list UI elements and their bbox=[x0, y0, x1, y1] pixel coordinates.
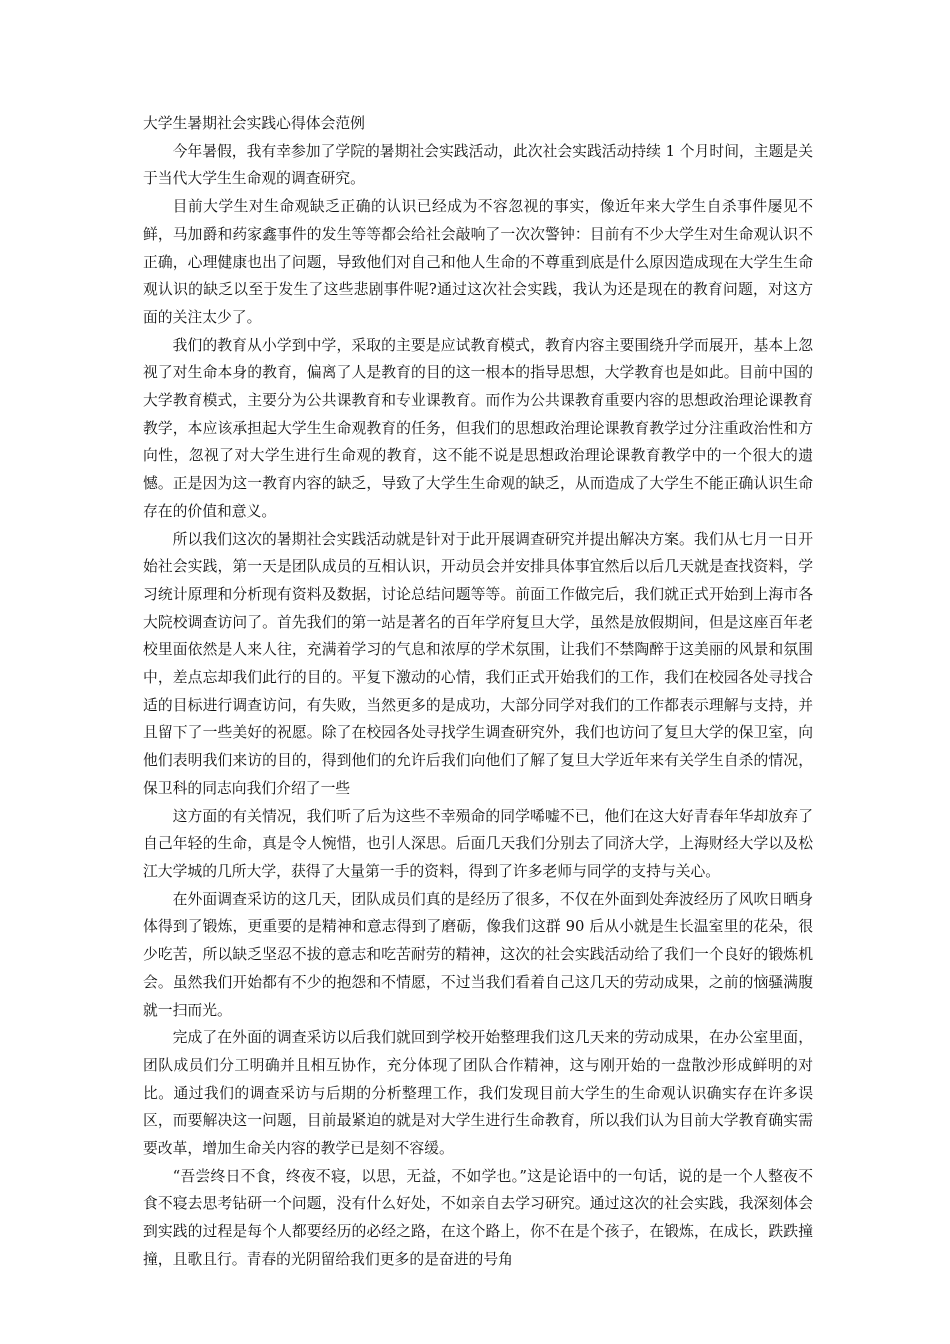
paragraph-1: 今年暑假，我有幸参加了学院的暑期社会实践活动，此次社会实践活动持续 1 个月时间，主题是关于当代大学生生命观的调查研究。 bbox=[143, 142, 813, 188]
paragraph-6: 在外面调查采访的这几天，团队成员们真的是经历了很多，不仅在外面到处奔波经历了风吹日晒身体得到了锻炼，更重要的是精神和意志得到了磨砺，像我们这群 90 后从小就是生长温室里的花朵，很少吃苦，所以缺乏坚忍不拔的意志和吃苦耐劳的精神，这次的社会实践活动给了我们一个良好的锻炼机会。虽然我们开始都有不少的抱怨和不情愿，不过当我们看着自己这几天的劳动成果，之前的恼骚满腹就一扫而光。 bbox=[143, 890, 813, 1019]
document-page bbox=[143, 110, 813, 1274]
paragraph-4: 所以我们这次的暑期社会实践活动就是针对于此开展调查研究并提出解决方案。我们从七月一日开始社会实践，第一天是团队成员的互相认识，开动员会并安排具体事宜然后以后几天就是查找资料，学习统计原理和分析现有资料及数据，讨论总结问题等等。前面工作做完后，我们就正式开始到上海市各大院校调查访问了。首先我们的第一站是著名的百年学府复旦大学，虽然是放假期间，但是这座百年老校里面依然是人来人往，充满着学习的气息和浓厚的学术氛围，让我们不禁陶醉于这美丽的风景和氛围中，差点忘却我们此行的目的。平复下激动的心情，我们正式开始我们的工作，我们在校园各处寻找合适的目标进行调查访问，有失败，当然更多的是成功，大部分同学对我们的工作都表示理解与支持，并且留下了一些美好的祝愿。除了在校园各处寻找学生调查研究外，我们也访问了复旦大学的保卫室，向他们表明我们来访的目的，得到他们的允许后我们向他们了解了复旦大学近年来有关学生自杀的情况，保卫科的同志向我们介绍了一些 bbox=[143, 530, 813, 797]
paragraph-3: 我们的教育从小学到中学，采取的主要是应试教育模式，教育内容主要围绕升学而展开，基本上忽视了对生命本身的教育，偏离了人是教育的目的这一根本的指导思想，大学教育也是如此。目前中国的大学教育模式，主要分为公共课教育和专业课教育。而作为公共课教育重要内容的思想政治理论课教育教学，本应该承担起大学生生命观教育的任务，但我们的思想政治理论课教育教学过分注重政治性和方向性，忽视了对大学生进行生命观的教育，这不能不说是思想政治理论课教育教学中的一个很大的遗憾。正是因为这一教育内容的缺乏，导致了大学生生命观的缺乏，从而造成了大学生不能正确认识生命存在的价值和意义。 bbox=[143, 336, 813, 520]
paragraph-5: 这方面的有关情况，我们听了后为这些不幸殒命的同学唏嘘不已，他们在这大好青春年华却放弃了自己年轻的生命，真是令人惋惜，也引人深思。后面几天我们分别去了同济大学，上海财经大学以及松江大学城的几所大学，获得了大量第一手的资料，得到了许多老师与同学的支持与关心。 bbox=[143, 807, 813, 880]
paragraph-2: 目前大学生对生命观缺乏正确的认识已经成为不容忽视的事实，像近年来大学生自杀事件屡见不鲜，马加爵和药家鑫事件的发生等等都会给社会敲响了一次次警钟：目前有不少大学生对生命观认识不正确，心理健康也出了问题，导致他们对自己和他人生命的不尊重到底是什么原因造成现在大学生生命观认识的缺乏以至于发生了这些悲剧事件呢?通过这次社会实践，我认为还是现在的教育问题，对这方面的关注太少了。 bbox=[143, 198, 813, 326]
paragraph-7: 完成了在外面的调查采访以后我们就回到学校开始整理我们这几天来的劳动成果，在办公室里面，团队成员们分工明确并且相互协作，充分体现了团队合作精神，这与刚开始的一盘散沙形成鲜明的对比。通过我们的调查采访与后期的分析整理工作，我们发现目前大学生的生命观认识确实存在许多误区，而要解决这一问题，目前最紧迫的就是对大学生进行生命教育，所以我们认为目前大学教育确实需要改革，增加生命关内容的教学已是刻不容缓。 bbox=[143, 1029, 813, 1158]
paragraph-8: “吾尝终日不食，终夜不寝，以思，无益，不如学也。”这是论语中的一句话，说的是一个人整夜不食不寝去思考钻研一个问题，没有什么好处，不如亲自去学习研究。通过这次的社会实践，我深刻体会到实践的过程是每个人都要经历的必经之路，在这个路上，你不在是个孩子，在锻炼，在成长，跌跌撞撞，且歌且行。青春的光阴留给我们更多的是奋进的号角 bbox=[143, 1167, 813, 1268]
document-title: 大学生暑期社会实践心得体会范例 bbox=[143, 115, 365, 132]
